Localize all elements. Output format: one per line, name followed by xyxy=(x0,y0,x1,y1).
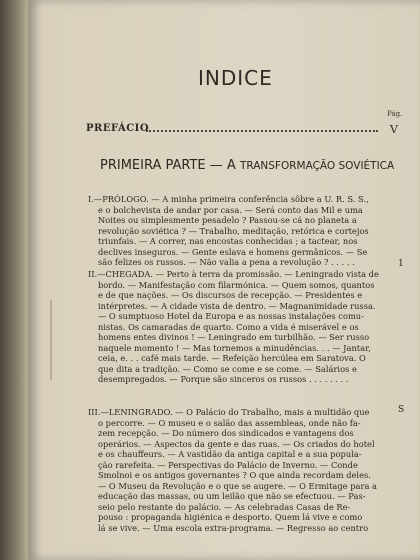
page-title: INDICE xyxy=(198,66,273,90)
toc-page-number: 1 xyxy=(398,259,404,269)
toc-entry-line: operários. — Aspectos da gente e das ruas. — Os criados do hotel xyxy=(98,438,375,449)
toc-entry-line: Noites ou simplesmente pesadelo ? Passou-se cá no planeta a xyxy=(98,215,357,226)
toc-entry-line: e o bolchevista de andar por casa. — Será conto das Mil e uma xyxy=(98,204,363,215)
book-spine-shadow xyxy=(0,0,30,560)
toc-entry-line: desempregados. — Porque são sinceros os russos . . . . . . . . xyxy=(98,374,349,385)
toc-entry-line: são felizes os russos. — Não valia a pena a revolução ? . . . . . xyxy=(98,257,355,268)
toc-entry-line: Smolnoi e os antigos governantes ? O que ainda recordam deles. xyxy=(98,470,371,481)
prefacio-page-number: V xyxy=(390,123,398,136)
page-column-label: Pág. xyxy=(387,110,403,118)
toc-entry-line: — O Museu da Revolução e o que se augere. — O Ermitage para a xyxy=(98,480,377,491)
toc-entry-line: o percorre. — O museu e o salão das assembleas, onde não fa- xyxy=(98,417,361,428)
toc-entry-line: triunfais. — A correr, nas encostas conhecidas ; a tactear, nos xyxy=(98,236,358,247)
toc-entry-line: e os chauffeurs. — A vastidão da antiga capital e a sua popula- xyxy=(98,449,362,460)
toc-entry-line: declives inseguros. — Gente eslava e homens germânicos. — Se xyxy=(98,246,368,257)
toc-entry-line: ceia, e. . . café mais tarde. — Refeição hercúlea em Saratova. O xyxy=(98,353,366,364)
part-heading-main: PRIMEIRA PARTE — A xyxy=(100,158,240,173)
part-heading xyxy=(100,158,394,173)
toc-entry-line: naquele momento ! — Mas tornemos a minudências. . . — Jantar, xyxy=(98,342,371,353)
toc-entry-line: educação das massas, ou um leilão que não se efectuou. — Pas- xyxy=(98,491,366,502)
toc-entry-line: — O sumptuoso Hotel da Europa e as nossas instalações comu- xyxy=(98,311,364,322)
toc-entry-line: e de que nações. — Os discursos de recepção. — Presidentes e xyxy=(98,290,363,301)
toc-entry-line: intérpretes. — A cidade vista de dentro. — Magnanimidade russa. xyxy=(98,300,376,311)
prefacio-label: PREFÁCIO xyxy=(86,123,150,134)
toc-entry-line: revolução soviética ? — Trabalho, meditação, retórica e cortejos xyxy=(98,225,369,236)
toc-entry-line: nistas. Os camaradas de quarto. Como a vida é miserável e os xyxy=(98,321,359,332)
dot-leader xyxy=(146,130,378,132)
part-heading-smallcaps: TRANSFORMAÇÃO SOVIÉTICA xyxy=(239,160,395,172)
toc-entry-line: III.—LENINGRADO. — O Palácio do Trabalho, mais a multidão que xyxy=(88,407,370,417)
toc-page-number: S xyxy=(398,405,405,415)
toc-entry-line: homens entes divinos ! — Leningrado em turbilhão. — Ser russo xyxy=(98,332,370,343)
toc-entry-line: pouso : propaganda higiénica e desporto. Quem lá vive e como xyxy=(98,512,363,523)
toc-entry-line: I.—PRÓLOGO. — A minha primeira conferência sôbre a U. R. S. S., xyxy=(88,194,369,204)
toc-entry-line: zem recepção. — Do número dos sindicados e vantagens dos xyxy=(98,428,354,439)
pencil-margin-mark xyxy=(50,300,52,380)
toc-entry-line: ção rarefeita. — Perspectivas do Palácio de Inverno. — Conde xyxy=(98,459,358,470)
toc-entry-line: que dita a tradição. — Como se come e se come. — Salários e xyxy=(98,363,357,374)
toc-entry-line: seio pelo restante do palácio. — As celebradas Casas de Re- xyxy=(98,501,351,512)
toc-entry-chegada xyxy=(88,269,388,385)
toc-entry-prologo xyxy=(88,194,388,268)
toc-entry-line: II.—CHEGADA. — Perto à terra da promissão. — Leningrado vista de xyxy=(88,269,379,279)
toc-entry-line: bordo. — Manifestação com filarmónica. — Quem somos, quantos xyxy=(98,279,375,290)
book-page xyxy=(28,0,420,560)
toc-entry-leningrado xyxy=(88,407,388,534)
toc-entry-line: lá se vive. — Uma escola extra-programa. — Regresso ao centro xyxy=(98,523,369,534)
